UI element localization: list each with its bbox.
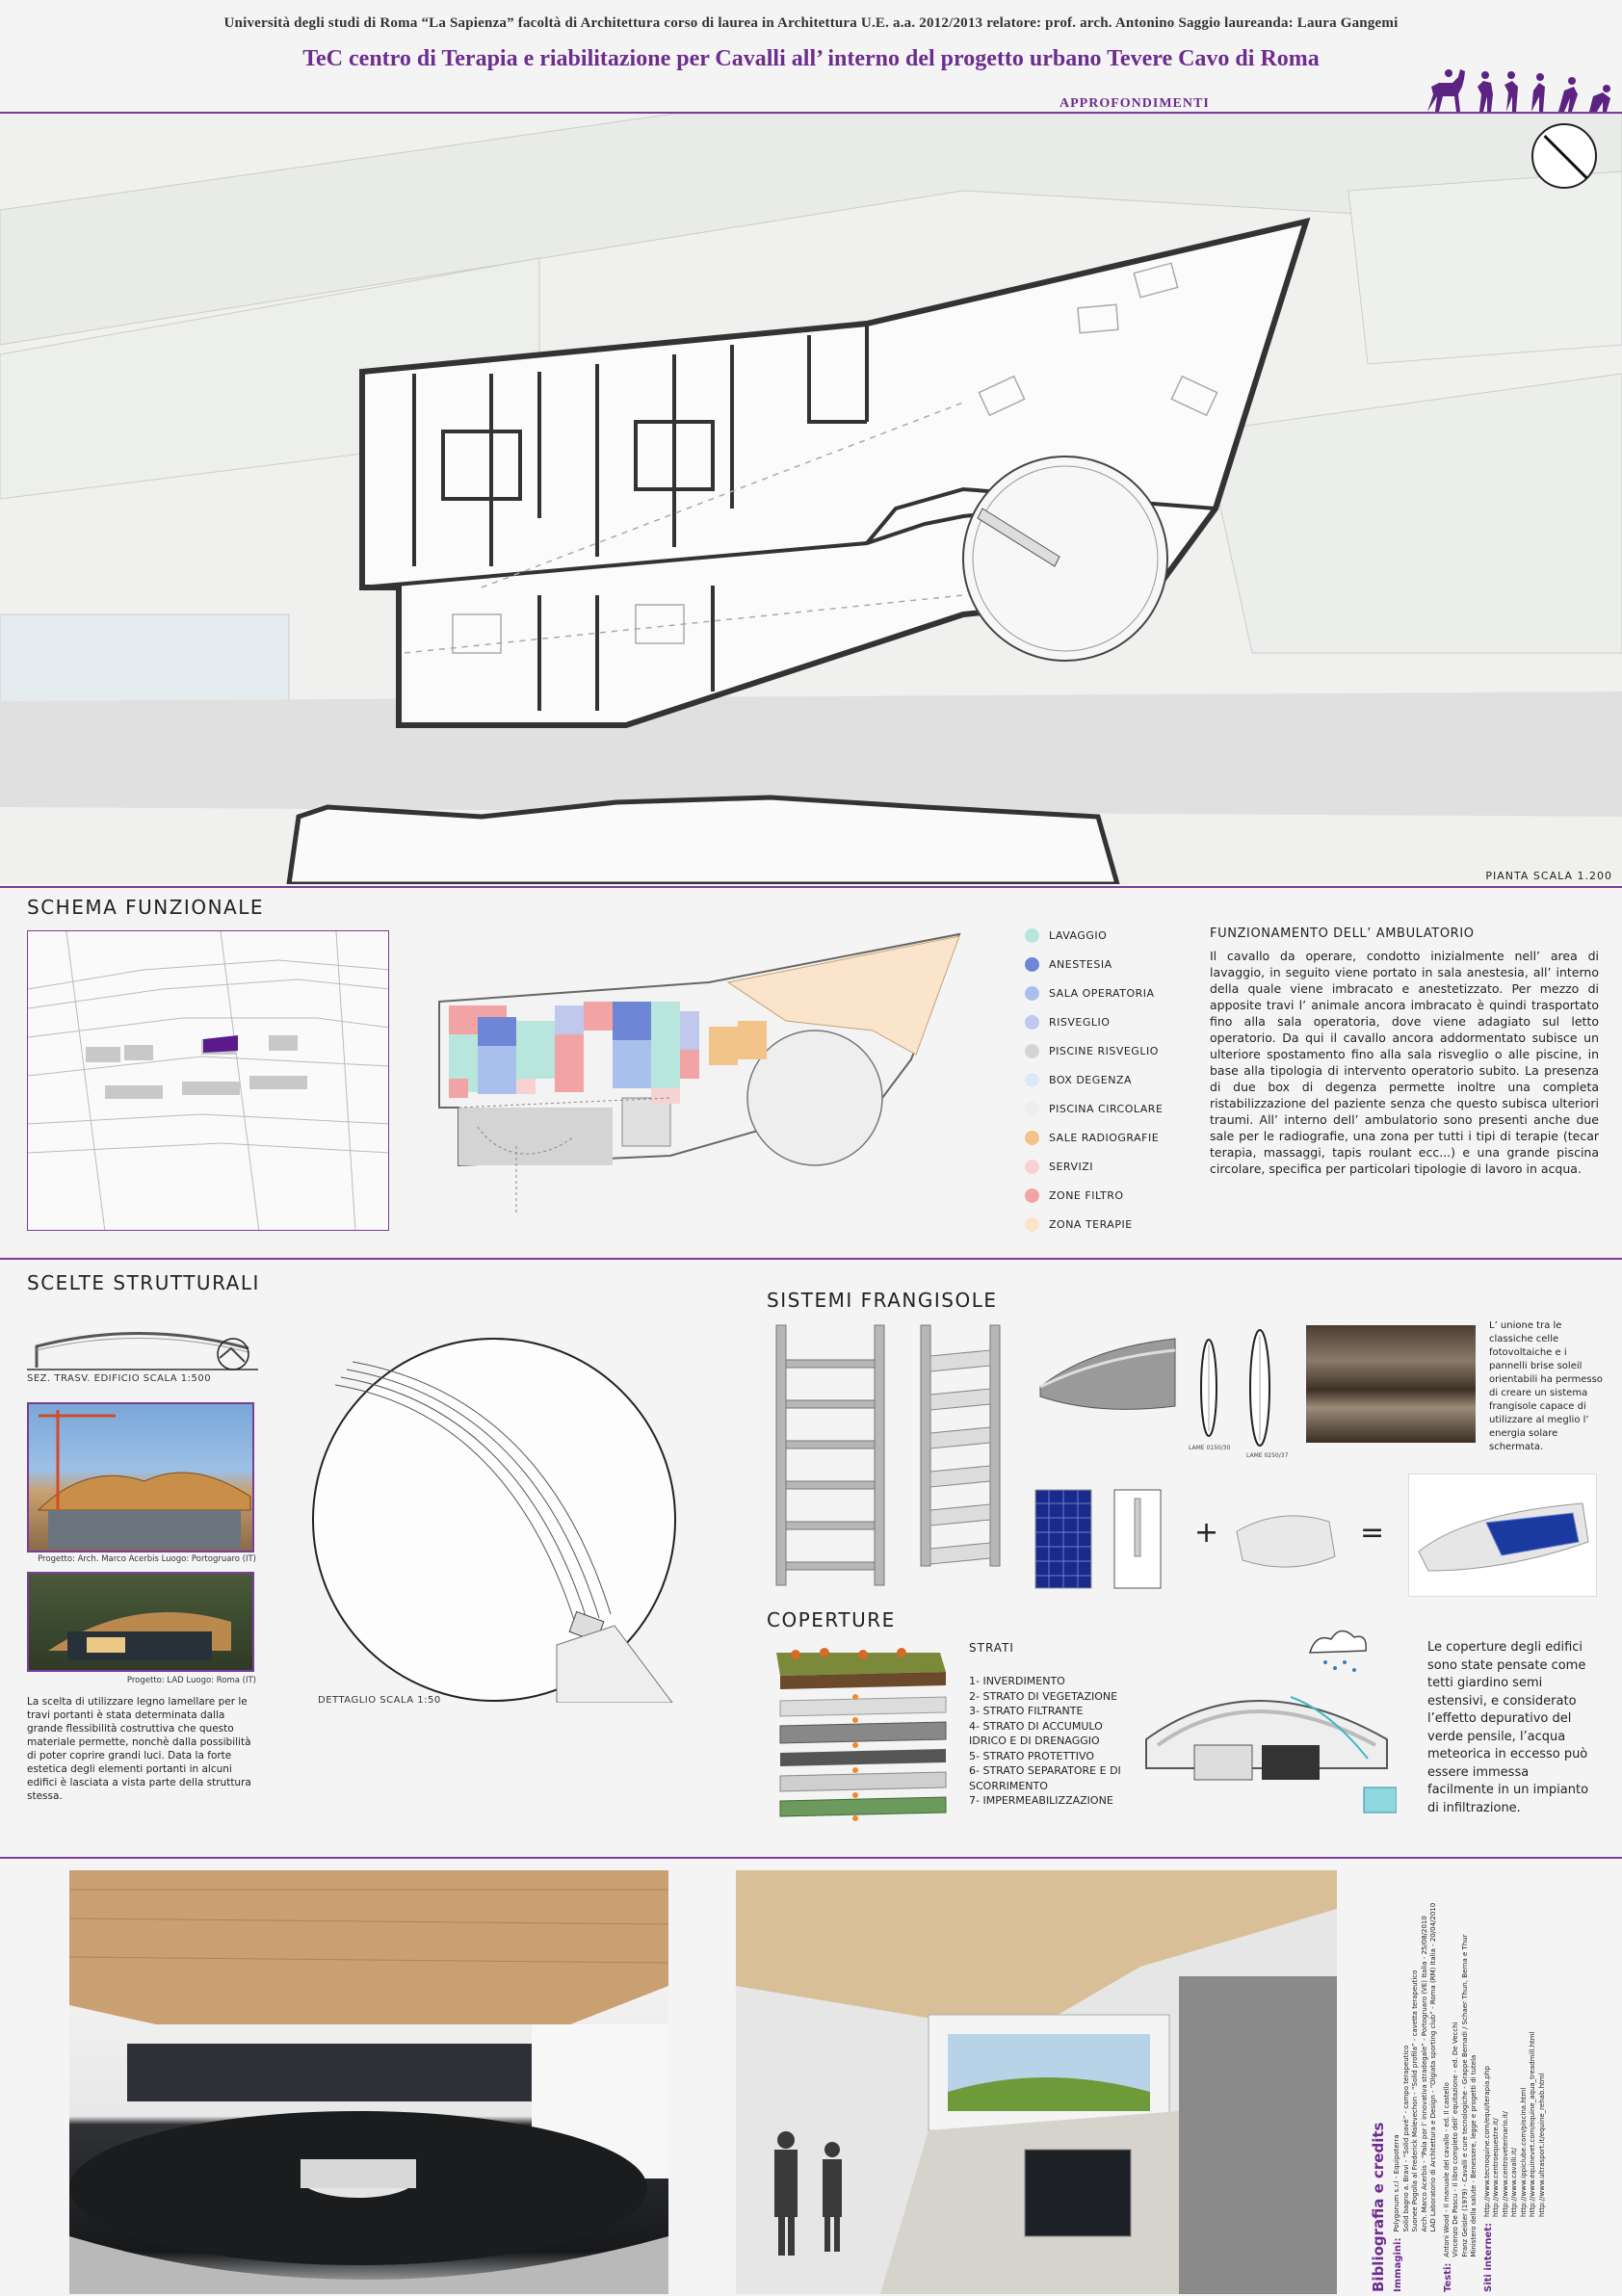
siti-label: Siti internet:: [1482, 2222, 1494, 2292]
north-arrow-icon: [1531, 123, 1597, 189]
credits-block: [1370, 1868, 1620, 2292]
schema-title: SCHEMA FUNZIONALE: [27, 896, 264, 919]
siti-list: [1483, 2031, 1548, 2216]
immagini-label: Immagini:: [1393, 2237, 1403, 2292]
credit-entry[interactable]: http://www.centroveterinario.it/: [1501, 2111, 1509, 2217]
legend-swatch: [1025, 1044, 1039, 1058]
schema-legend: [1025, 921, 1198, 1239]
plan-divider: [0, 886, 1622, 888]
evolution-logo: [1424, 65, 1616, 116]
legend-item: [1025, 921, 1198, 950]
legend-label: ZONA TERAPIE: [1049, 1217, 1133, 1231]
legend-label: RISVEGLIO: [1049, 1015, 1111, 1029]
legend-item: [1025, 1065, 1198, 1094]
strutturali-divider: [0, 1857, 1622, 1859]
schema-text: Il cavallo da operare, condotto inizialmente nell’ area di lavaggio, in seguito viene portato in sala anestesia, all’ interno della quale viene imbracato e anestetizzato. Per mezzo di apposite travi l’ animale ancora imbracato è quindi trasportato fino alla sala operatoria, dove viene adagiato sul letto operatorio. Da qui il cavallo ancora addormentato subisce un ulteriore spostamento fino alla sala risveglio o alle piscine, in base alla tipologia di intervento operatorio subito. La presenza di due box di degenza permette inoltre una completa ristabilizzazione del paziente senza che questo subisca ulteriori traumi. All’ interno dell’ ambulatorio sono presenti anche due sale per le radiografie, una zona per tutti i tipi di terapie (tecar terapia, massaggi, tapis roulant ecc...) e una grande piscina circolare, specifica per particolari tipologie di lavoro in acqua.: [1210, 949, 1599, 1176]
legend-swatch: [1025, 928, 1039, 943]
legend-swatch: [1025, 1188, 1039, 1203]
pv-panel-back-icon: [1113, 1489, 1162, 1589]
credit-entry: Arch. Marco Acerbis - “Pala por l’ innovativa stradegale” - Portogruaro (VE) Italia - 25/08/2010: [1420, 1916, 1428, 2232]
legend-label: SALA OPERATORIA: [1049, 986, 1155, 1000]
reference-photo-roma: [27, 1572, 254, 1672]
schema-divider: [0, 1258, 1622, 1260]
legend-swatch: [1025, 986, 1039, 1001]
legend-item: [1025, 1123, 1198, 1152]
frangisole-title: SISTEMI FRANGISOLE: [767, 1289, 998, 1312]
legend-item: [1025, 1036, 1198, 1065]
transverse-section-drawing: [27, 1319, 258, 1373]
legend-label: LAVAGGIO: [1049, 928, 1108, 942]
legend-swatch: [1025, 1217, 1039, 1232]
credit-entry[interactable]: http://www.equinevet.com/equine_aqua_treadmill.html: [1529, 2031, 1536, 2217]
credit-entry: Suonee Pogolla al Frederick Malevechon - “Solid profila” - cavetta terapeutico: [1411, 1970, 1419, 2232]
coperture-text: Le coperture degli edifici sono state pensate come tetti giardino semi estensivi, e considerato l’effetto depurativo del verde pensile, l’acqua meteorica in eccesso può essere immessa facilmente in un impianto di infiltrazione.: [1427, 1640, 1589, 1815]
legend-item: [1025, 1007, 1198, 1036]
plus-sign: +: [1194, 1516, 1219, 1550]
schema-location-map: [27, 930, 389, 1231]
photo1-caption: Progetto: Arch. Marco Acerbis Luogo: Portogruaro (IT): [38, 1554, 256, 1564]
strato-item: 3- STRATO FILTRANTE: [969, 1705, 1084, 1717]
strato-item: 7- IMPERMEABILIZZAZIONE: [969, 1794, 1113, 1807]
structural-detail-drawing: [268, 1337, 720, 1703]
credit-entry[interactable]: http://www.centroequestre.it/: [1492, 2118, 1500, 2217]
lame2-label: LAME 0250/37: [1246, 1452, 1289, 1459]
legend-swatch: [1025, 957, 1039, 972]
coperture-title: COPERTURE: [767, 1608, 896, 1631]
equals-sign: =: [1360, 1516, 1385, 1550]
legend-item: [1025, 1152, 1198, 1181]
legend-item: [1025, 978, 1198, 1007]
header-credits-line: Università degli studi di Roma “La Sapienza” facoltà di Architettura corso di laurea in Architettura U.E. a.a. 2012/2013 relatore: prof. arch. Antonino Saggio laureanda: Laura Gangemi: [223, 15, 1399, 31]
legend-swatch: [1025, 1131, 1039, 1145]
credit-entry: Franz Geisler (1979) - Cavalli e cure tecnologiche - Grappe Bernadi / Schaer Thun, Berna e Thur: [1460, 1934, 1469, 2257]
legend-item: [1025, 1181, 1198, 1210]
legend-label: SALE RADIOGRAFIE: [1049, 1131, 1160, 1144]
pool-render-left: [69, 1870, 668, 2294]
legend-label: BOX DEGENZA: [1049, 1073, 1133, 1086]
legend-label: PISCINE RISVEGLIO: [1049, 1044, 1159, 1057]
strati-list: [969, 1674, 1133, 1809]
plan-area: [0, 114, 1622, 884]
testi-list: [1443, 1934, 1479, 2257]
strato-item: 5- STRATO PROTETTIVO: [969, 1749, 1094, 1762]
credit-entry[interactable]: http://www.ippiclube.com/piscina.html: [1519, 2087, 1528, 2217]
credit-entry[interactable]: http://www.tecnoquine.com/equi/terapia.php: [1482, 2066, 1491, 2217]
legend-item: [1025, 950, 1198, 978]
louvre-section-1: [1194, 1335, 1223, 1441]
legend-label: PISCINA CIRCOLARE: [1049, 1102, 1164, 1115]
pool-render-right: [736, 1870, 1337, 2294]
strati-title: STRATI: [969, 1641, 1014, 1655]
louvre-section-2: [1243, 1325, 1277, 1450]
strato-item: 4- STRATO DI ACCUMULO IDRICO E DI DRENAGGIO: [969, 1719, 1103, 1747]
strutturali-text: La scelta di utilizzare legno lamellare per le travi portanti è stata determinata dalla grande flessibilità costruttiva che questo materiale permette, nonchè dalla possibilità di poter coprire grandi luci. Data la forte estetica degli elementi portanti in alcuni edifici è lasciata a vista parte della struttura stessa.: [27, 1696, 251, 1802]
louvre-photo: [1306, 1325, 1476, 1443]
frangisole-text: L’ unione tra le classiche celle fotovoltaiche e i pannelli brise soleil orientabili ha permesso di creare un sistema frangisole capace di utilizzare al meglio l’ energia solare schermata.: [1489, 1320, 1603, 1452]
legend-item: [1025, 1094, 1198, 1123]
strato-item: 2- STRATO DI VEGETAZIONE: [969, 1689, 1118, 1703]
plan-scale-label: PIANTA SCALA 1.200: [1485, 870, 1612, 882]
strato-item: 1- INVERDIMENTO: [969, 1675, 1065, 1687]
legend-swatch: [1025, 1073, 1039, 1087]
legend-label: SERVIZI: [1049, 1160, 1094, 1173]
testi-label: Testi:: [1442, 2262, 1453, 2292]
functional-scheme-plan: [420, 925, 998, 1242]
strutturali-title: SCELTE STRUTTURALI: [27, 1271, 260, 1294]
pv-brise-combined-render: [1408, 1474, 1597, 1597]
credits-title: Bibliografia e credits: [1370, 2122, 1387, 2292]
brise-blade-icon: [1233, 1502, 1339, 1579]
page-subtitle: APPROFONDIMENTI: [1060, 96, 1210, 111]
louvre-profile-3d: [1031, 1329, 1185, 1425]
credit-entry: Antoni Wood - Il manuale del cavallo - ed. Il castello: [1442, 2082, 1451, 2257]
credit-entry: Ministero della salute - Benessere, legge e progetti di tutela: [1470, 2054, 1478, 2257]
roof-section-render: [1137, 1624, 1397, 1826]
credit-entry: Vincenzo De Pascu - Il libro completo dell’ equitazione - ed. De Vecchi: [1452, 2022, 1459, 2257]
pv-panel-icon: [1034, 1489, 1092, 1589]
credit-entry[interactable]: http://www.cavalli.it/: [1510, 2148, 1518, 2217]
legend-label: ANESTESIA: [1049, 957, 1112, 971]
lame1-label: LAME 0150/30: [1189, 1445, 1231, 1451]
credit-entry: LAD Laboratorio di Architettura e Design - “Olgiata sporting club” - Roma (RM) Italia - 20/04/2010: [1429, 1902, 1437, 2232]
legend-swatch: [1025, 1015, 1039, 1030]
photo2-caption: Progetto: LAD Luogo: Roma (IT): [126, 1676, 256, 1685]
brise-soleil-frames: [767, 1321, 1017, 1591]
detail-scale-label: DETTAGLIO SCALA 1:50: [318, 1695, 441, 1706]
legend-swatch: [1025, 1102, 1039, 1116]
section-scale-label: SEZ. TRASV. EDIFICIO SCALA 1:500: [27, 1373, 212, 1384]
legend-swatch: [1025, 1160, 1039, 1174]
page-title: TeC centro di Terapia e riabilitazione per Cavalli all’ interno del progetto urbano Tevere Cavo di Roma: [302, 46, 1320, 71]
legend-label: ZONE FILTRO: [1049, 1188, 1124, 1202]
immagini-list: [1393, 1903, 1439, 2232]
credit-entry: Polygonum s.r.l - Equipoterra: [1393, 2134, 1400, 2232]
credit-entry: Solid bagno a. Bravi - “Solid pavé” - campo terapeutico: [1401, 2045, 1410, 2232]
green-roof-layers: [767, 1643, 950, 1826]
legend-item: [1025, 1210, 1198, 1239]
site-plan: [0, 114, 1622, 884]
strato-item: 6- STRATO SEPARATORE E DI SCORRIMENTO: [969, 1764, 1121, 1792]
schema-text-title: FUNZIONAMENTO DELL’ AMBULATORIO: [1210, 926, 1475, 941]
credit-entry[interactable]: http://www.ultrasport.it/equine_rehab.html: [1537, 2073, 1546, 2217]
reference-photo-portogruaro: [27, 1402, 254, 1552]
